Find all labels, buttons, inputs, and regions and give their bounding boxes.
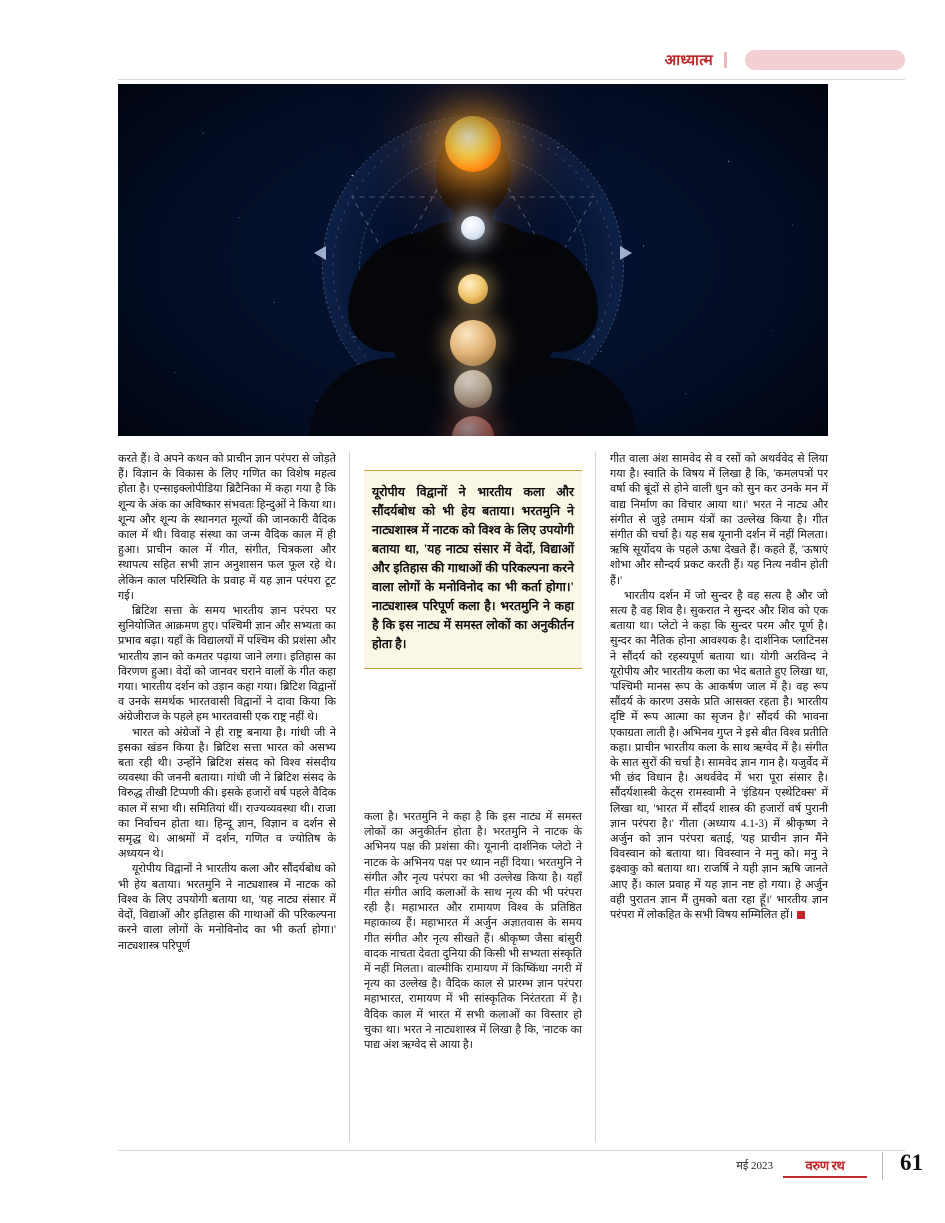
text-column-1 [118,452,336,1142]
hero-vignette [118,84,828,436]
column-divider-2 [595,452,596,1142]
paragraph: गीत वाला अंश सामवेद से व रसों को अथर्ववेद से लिया गया है। स्वाति के विषय में लिखा है कि, 'कमलपत्रों पर वर्षा की बूंदों से होने वाली धुन को सुन कर उनके मन में वाद्य निर्माण का विचार आया था।' भरत ने नाट्य और संगीत से जुड़े तमाम यंत्रों का उल्लेख किया है। गीत संगीत की चर्चा है। यह सब यूनानी दर्शन में नहीं मिलता। ऋषि सूर्योदय के पहले ऊषा देखते हैं। कहते हैं, 'ऊषाएं शोभा और सौन्दर्य प्रकट करती हैं। यह नित्य नवीन होती हैं।' [610,453,828,587]
magazine-logo: वरुण रथ [783,1154,867,1178]
header-divider [118,79,905,80]
paragraph [610,589,828,923]
paragraph: ब्रिटिश सत्ता के समय भारतीय ज्ञान परंपरा पर सुनियोजित आक्रमण हुए। पश्चिमी ज्ञान और सभ्यता का प्रभाव बढ़ा। यहाँ के विद्यालयों में पश्चिम की प्रशंसा और भारतीय ज्ञान को कमतर पढ़ाया जाने लगा। इतिहास का विरणण हुआ। वेदों को जानवर चराने वालों के गीत कहा गया। भारतीय दर्शन को उड़ान कहा गया। ब्रिटिश विद्वानों व उनके समर्थक भारतवासी विद्वानों ने दावा किया कि अंग्रेजीराज के पहले हम भारतवासी एक राष्ट्र नहीं थे। [118,605,336,724]
header-accent-bar [724,52,727,68]
paragraph: भारत को अंग्रेजों ने ही राष्ट्र बनाया है। गांधी जी ने इसका खंडन किया है। ब्रिटिश सत्ता भारत को असभ्य बता रही थी। उन्होंने ब्रिटिश संसद को विश्व संसदीय व्यवस्था की जननी बताया। गांधी जी ने ब्रिटिश संसद के विरुद्ध तीखी टिप्पणी की। इसके हजारों वर्ष पहले वैदिक काल में सभा थी। समितियां थीं। राज्यव्यवस्था थी। राजा का निर्वाचन होता था। हिन्दू ज्ञान, विज्ञान व दर्शन से समृद्ध थे। आश्रमों में दर्शन, गणित व ज्योतिष के अध्ययन थे। [118,726,336,861]
text-column-2 [364,810,582,1053]
section-title: आध्यात्म [664,53,713,69]
paragraph: यूरोपीय विद्वानों ने भारतीय कला और सौंदर्यबोध को भी हेय बताया। भरतमुनि ने नाट्यशास्त्र में नाटक को विश्व के लिए उपयोगी बताया था, 'यह नाट्य संसार में वेदों, विद्याओं और इतिहास की गाथाओं की परिकल्पना करने वाला लोगों के मनोविनोद का भी कर्ता होगा।' नाट्यशास्त्र परिपूर्ण [118,863,336,952]
paragraph-text: भारतीय दर्शन में जो सुन्दर है वह सत्य है और जो सत्य है वह शिव है। सुकरात ने सुन्दर और शिव को एक बताया था। प्लेटो ने कहा कि सुन्दर परम और पूर्ण है। सुन्दर का नैतिक होना आवश्यक है। दार्शनिक प्लाटिनस ने सौंदर्य को रहस्यपूर्ण बताया था। योगी अरविन्द ने यूरोपीय और भारतीय कला का भेद बताते हुए लिखा था, 'पश्चिमी मानस रूप के आकर्षण जाल में है। वह रूप सौंदर्य के कारण उसके प्रति आसक्त रहता है। भारतीय दृष्टि में रूप आत्मा का सृजन है।' सौंदर्य की भावना एकाग्रता लाती है। अभिनव गुप्त ने इसे बीत विश्व प्रतीति कहा। प्राचीन भारतीय कला के साथ ऋग्वेद में है। संगीत के सात सुरों की चर्चा है। सामवेद ज्ञान गान है। यजुर्वेद में भी छंद विधान है। अथर्ववेद में भरा पूरा संसार है। सौंदर्यशास्त्री केट्स रामस्वामी ने 'इंडियन एस्थेटिक्स' में लिखा था, 'भारत में सौंदर्य शास्त्र की हजारों वर्ष पुरानी ज्ञान परंपरा है।' गीता (अध्याय 4.1-3) में श्रीकृष्ण ने अर्जुन को ज्ञान परंपरा बताई, 'यह प्राचीन ज्ञान मैंने विवस्वान को बताया था। विवस्वान ने मनु को। मनु ने इक्ष्वाकु को बताया था। राजर्षि ने यही ज्ञान ऋषि जानते आए हैं। काल प्रवाह में यह ज्ञान नष्ट हो गया। हे अर्जुन वही पुरातन ज्ञान मैं तुमको बता रहा हूँ।' भारतीय ज्ञान परंपरा में लोकहित के सभी विषय सम्मिलित हों। [610,589,828,922]
end-mark [797,911,805,919]
page-number: 61 [900,1150,923,1175]
column-divider-1 [349,452,350,1142]
pull-quote: यूरोपीय विद्वानों ने भारतीय कला और सौंदर्यबोध को भी हेय बताया। भरतमुनि ने नाट्यशास्त्र में नाटक को विश्व के लिए उपयोगी बताया था, 'यह नाट्य संसार में वेदों, विद्याओं और इतिहास की गाथाओं की परिकल्पना करने वाला लोगों के मनोविनोद का भी कर्ता होगा।' नाट्यशास्त्र परिपूर्ण कला है। भरतमुनि ने कहा है कि इस नाट्य में समस्त लोकों का अनुकीर्तन होता है। [364,470,582,669]
page-header [0,46,945,80]
footer-separator [882,1152,883,1180]
header-pill-decoration [745,50,905,70]
paragraph: करते हैं। वे अपने कथन को प्राचीन ज्ञान परंपरा से जोड़ते हैं। विज्ञान के विकास के लिए गणित का विशेष महत्व होता है। एन्साइक्लोपीडिया ब्रिटैनिका में कहा गया है कि शून्य के अंक का अविष्कार संभवतः हिन्दुओं ने किया था। शून्य और शून्य के स्थानगत मूल्यों की जानकारी वैदिक काल में थी। विवाह संस्था का जन्म वैदिक काल में ही हुआ। प्राचीन काल में गीत, संगीत, चित्रकला और स्थापत्य सहित सभी ज्ञान अनुशासन फल फूल रहे थे। लेकिन काल परिस्थिति के प्रवाह में यह ज्ञान परंपरा टूट गई। [118,453,336,602]
article-body [118,452,828,1142]
paragraph: कला है। भरतमुनि ने कहा है कि इस नाट्य में समस्त लोकों का अनुकीर्तन होता है। भरतमुनि ने नाटक के अभिनय पक्ष की प्रशंसा की। यूनानी दार्शनिक प्लेटो ने नाटक के अभिनय पक्ष पर ध्यान नहीं दिया। भरतमुनि ने संगीत और नृत्य परंपरा का भी उल्लेख किया है। यहाँ गीत संगीत आदि कलाओं के साथ नृत्य की भी परंपरा रही है। महाभारत और रामायण विश्व के प्रतिष्ठित महाकाव्य हैं। महाभारत में अर्जुन अज्ञातवास के समय गीत संगीत और नृत्य सीखते हैं। श्रीकृष्ण जैसा बांसुरी वादक नाचता देवता दुनिया की किसी भी सभ्यता संस्कृति में नहीं मिलता। वाल्मीकि रामायण में किष्किंधा नगरी में नृत्य का उल्लेख है। वैदिक काल से प्रारम्भ ज्ञान परंपरा महाभारत, रामायण में भी सांस्कृतिक निरंतरता में है। वैदिक काल में भारत में सभी कलाओं का विस्तार हो चुका था। भरत ने नाट्यशास्त्र में लिखा है कि, 'नाटक का पाद्य अंश ऋग्वेद से आया है। [364,811,582,1052]
issue-date: मई 2023 [736,1160,773,1172]
hero-illustration [118,84,828,436]
text-column-3 [610,452,828,1142]
footer-divider [118,1150,905,1151]
